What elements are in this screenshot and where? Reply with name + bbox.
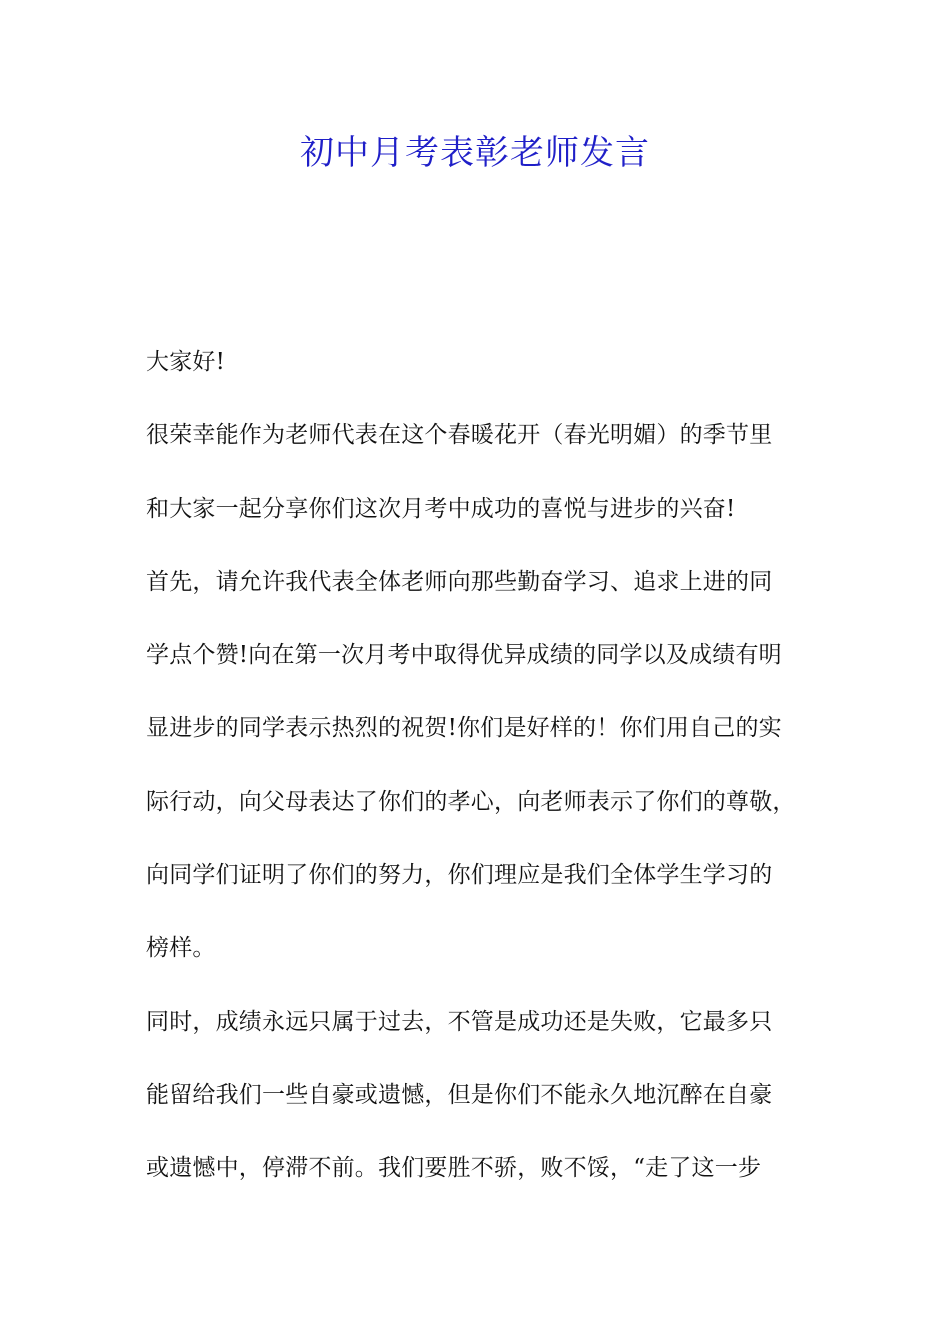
text-line: 榜样。 (146, 935, 216, 962)
text-line: 显进步的同学表示热烈的祝贺!你们是好样的！你们用自己的实 (146, 715, 782, 742)
text-line: 际行动，向父母表达了你们的孝心，向老师表示了你们的尊敬， (146, 788, 796, 815)
document-title: 初中月考表彰老师发言 (300, 133, 650, 173)
text-line: 大家好! (146, 349, 226, 375)
text-line: 首先，请允许我代表全体老师向那些勤奋学习、追求上进的同 (146, 568, 773, 595)
text-line: 或遗憾中，停滞不前。我们要胜不骄，败不馁，“走了这一步 (146, 1155, 762, 1182)
document-body (146, 340, 826, 1220)
text-line: 很荣幸能作为老师代表在这个春暖花开（春光明媚）的季节里 (146, 422, 773, 449)
text-line: 和大家一起分享你们这次月考中成功的喜悦与进步的兴奋! (146, 495, 736, 522)
text-line: 学点个赞!向在第一次月考中取得优异成绩的同学以及成绩有明 (146, 642, 782, 669)
text-line: 同时，成绩永远只属于过去，不管是成功还是失败，它最多只 (146, 1008, 773, 1035)
text-line: 能留给我们一些自豪或遗憾，但是你们不能永久地沉醉在自豪 (146, 1081, 773, 1108)
text-line: 向同学们证明了你们的努力，你们理应是我们全体学生学习的 (146, 862, 773, 889)
